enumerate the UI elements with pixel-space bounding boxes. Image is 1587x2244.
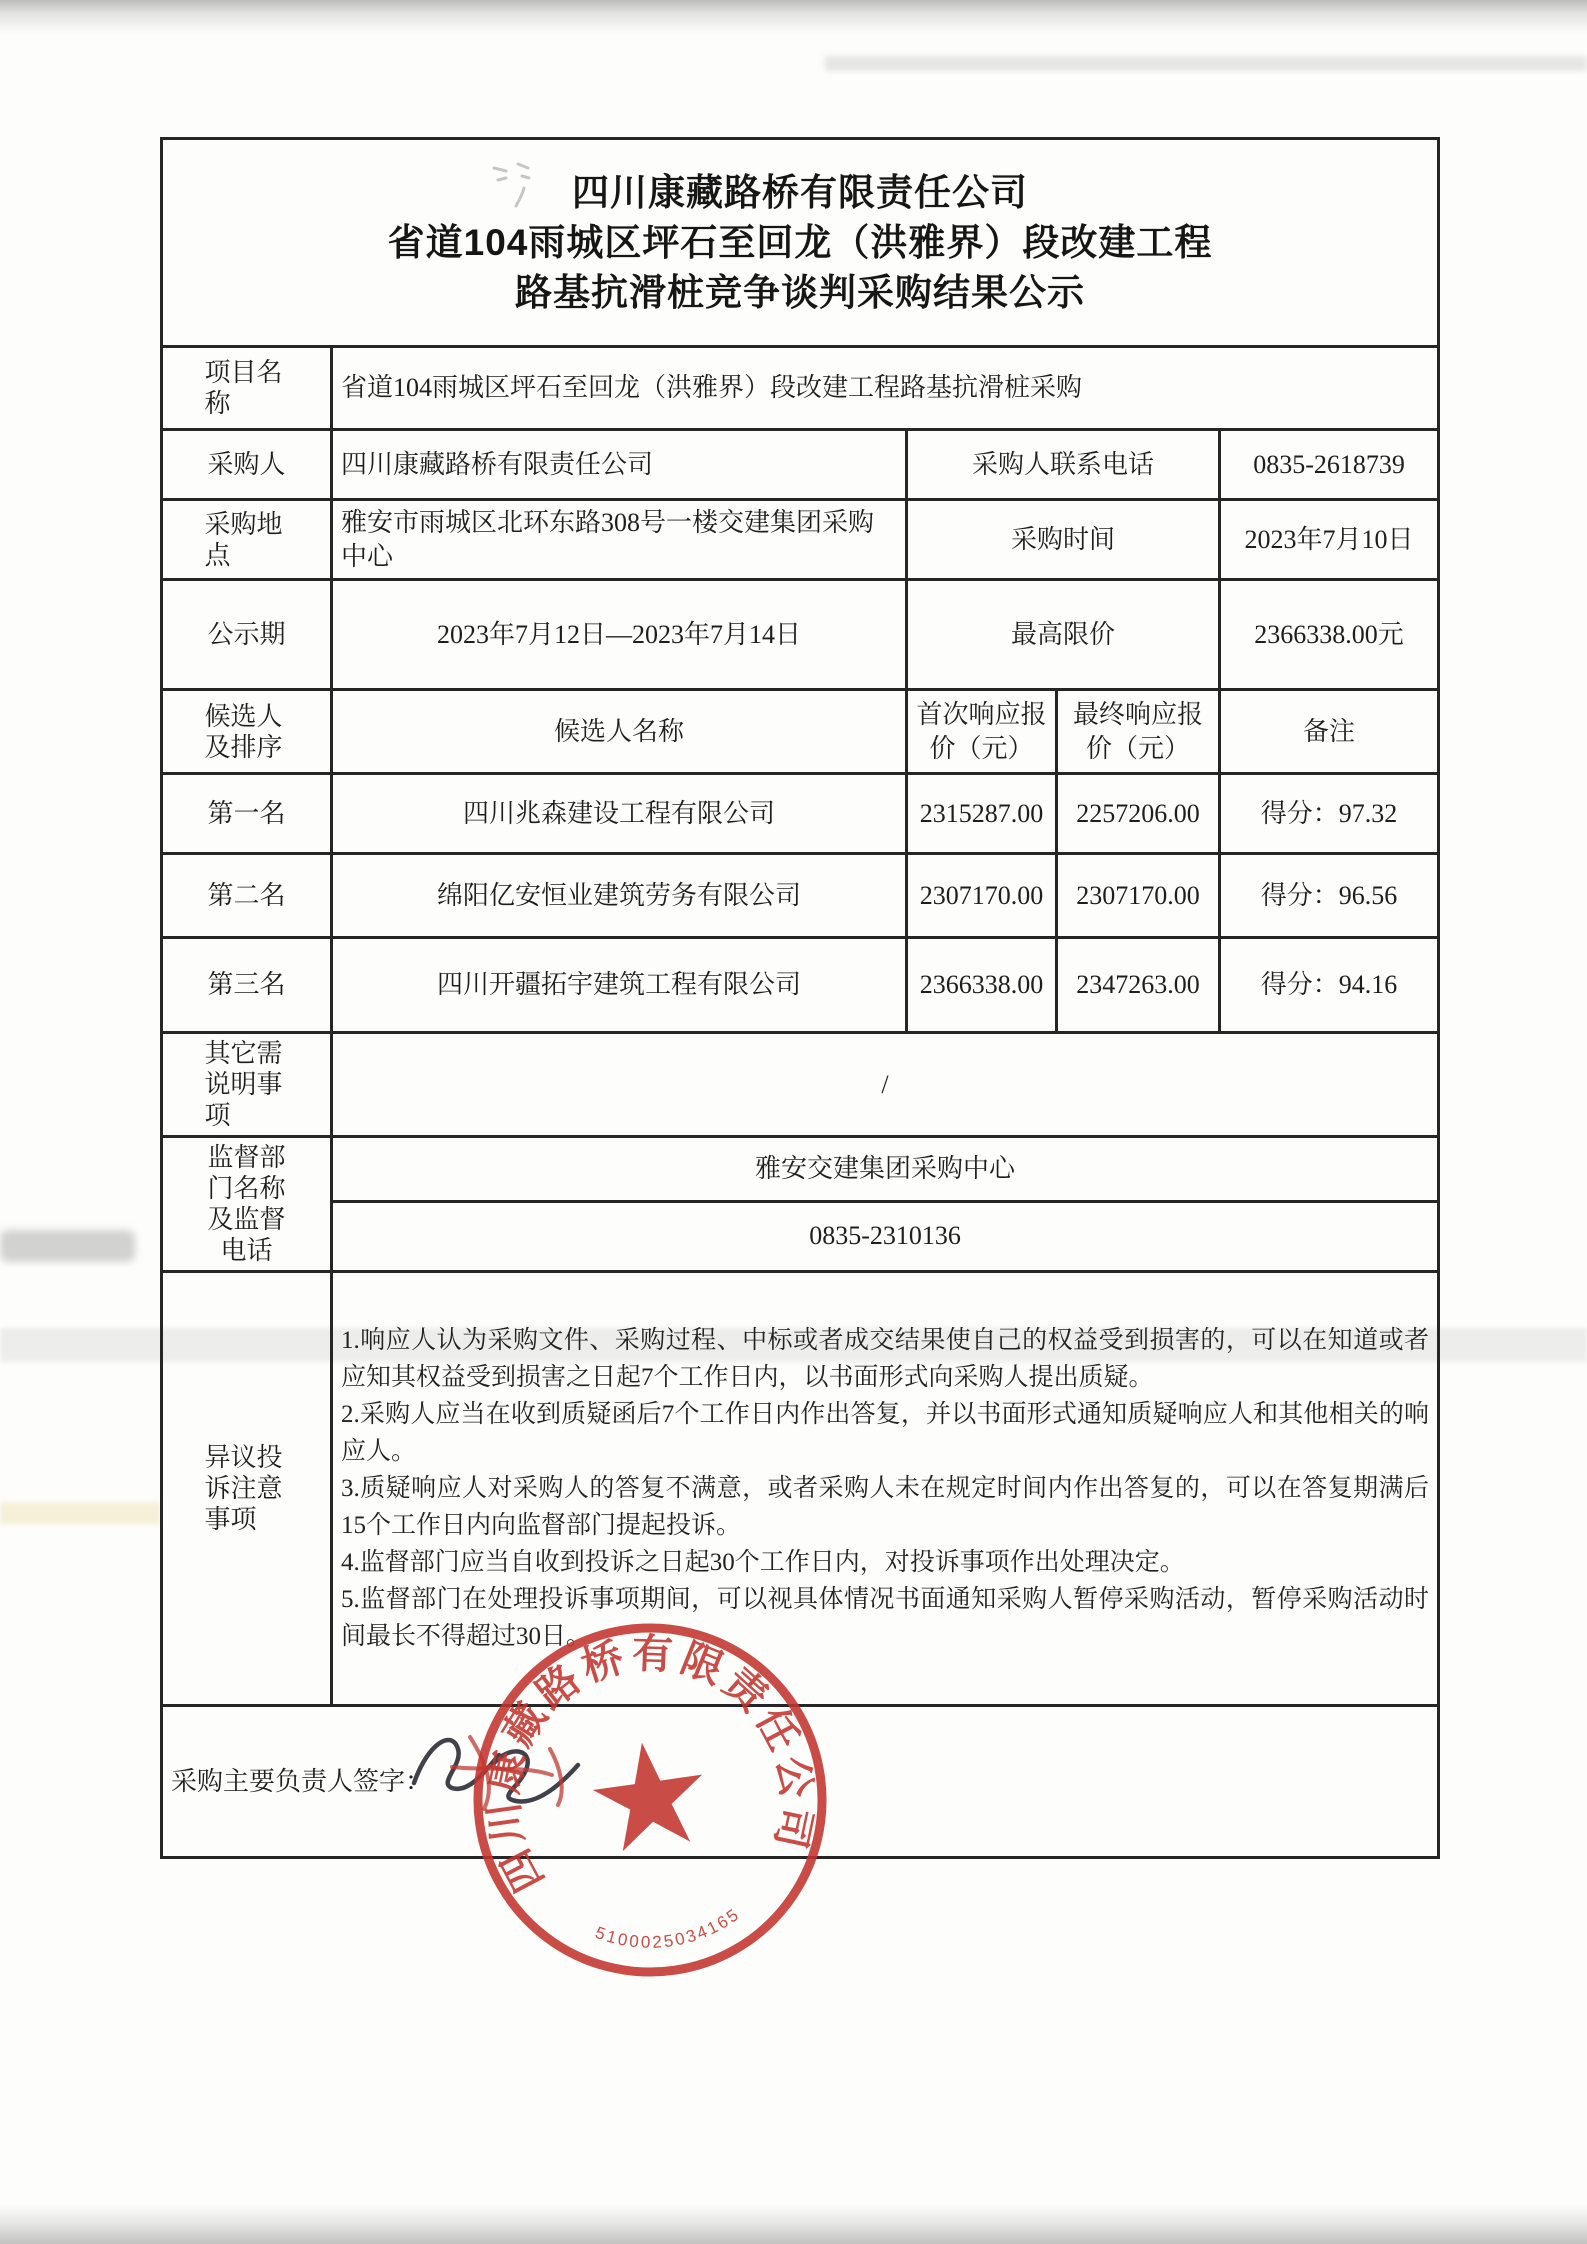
candidate-3-remark: 得分：94.16 [1220,938,1439,1033]
supervision-row-2 [162,1201,1439,1271]
candidate-1-first-offer: 2315287.00 [907,774,1057,854]
candidate-3-rank: 第三名 [162,938,332,1033]
project-name-value: 省道104雨城区坪石至回龙（洪雅界）段改建工程路基抗滑桩采购 [332,347,1439,430]
purchaser-phone-value: 0835-2618739 [1220,430,1439,500]
supervision-label: 监督部门名称及监督电话 [207,1143,286,1265]
supervision-row-1 [162,1137,1439,1202]
purchase-time-label: 采购时间 [907,500,1220,580]
location-value: 雅安市雨城区北环东路308号一楼交建集团采购中心 [332,500,907,580]
candidate-row-2 [162,854,1439,938]
signature-row [162,1706,1439,1858]
complaint-label-cell [162,1272,332,1706]
purchase-time-value: 2023年7月10日 [1220,500,1439,580]
purchaser-label: 采购人 [162,430,332,500]
candidate-2-final-offer: 2307170.00 [1057,854,1220,938]
document-title-line-1: 四川康藏路桥有限责任公司 [572,171,1029,213]
publicity-period-value: 2023年7月12日—2023年7月14日 [332,580,907,690]
scan-artifact-bottom-band [0,2204,1587,2244]
scan-artifact-left-blob [0,1230,135,1262]
complaint-text-cell [332,1272,1439,1706]
candidate-2-rank: 第二名 [162,854,332,938]
other-notes-label-cell [162,1033,332,1137]
purchaser-phone-label: 采购人联系电话 [907,430,1220,500]
purchaser-value: 四川康藏路桥有限责任公司 [332,430,907,500]
seal-code: 5100025034165 [592,1904,744,1952]
candidate-3-first-offer: 2366338.00 [907,938,1057,1033]
location-label: 采购地点 [204,509,283,570]
scan-artifact-tint [0,1502,160,1524]
supervision-name: 雅安交建集团采购中心 [332,1137,1439,1202]
candidate-2-first-offer: 2307170.00 [907,854,1057,938]
candidates-header-row [162,690,1439,774]
location-row [162,500,1439,580]
seal-company-name: 四川康藏路桥有限责任公司 [479,1630,821,1900]
scan-artifact-top-band [0,0,1587,34]
signature-cell [162,1706,1439,1858]
candidate-1-rank: 第一名 [162,774,332,854]
candidate-2-name: 绵阳亿安恒业建筑劳务有限公司 [332,854,907,938]
price-limit-label: 最高限价 [907,580,1220,690]
scan-artifact-streak [825,56,1587,71]
project-name-label-cell [162,347,332,430]
candidate-row-1 [162,774,1439,854]
procurement-result-table [160,137,1440,1859]
supervision-phone: 0835-2310136 [332,1201,1439,1271]
document-title-line-3: 路基抗滑桩竞争谈判采购结果公示 [515,271,1086,313]
remark-header: 备注 [1220,690,1439,774]
complaint-item-2: 2.采购人应当在收到质疑函后7个工作日内作出答复，并以书面形式通知质疑响应人和其他相关的响应人。 [341,1401,1430,1465]
complaint-item-5: 5.监督部门在处理投诉事项期间，可以视具体情况书面通知采购人暂停采购活动，暂停采购活动时间最长不得超过30日。 [341,1586,1430,1650]
other-notes-row [162,1033,1439,1137]
purchaser-row [162,430,1439,500]
title-block-row [162,139,1439,347]
candidates-rank-header: 候选人及排序 [204,701,283,762]
project-name-row [162,347,1439,430]
first-offer-header: 首次响应报价（元） [907,690,1057,774]
document-title-line-2: 省道104雨城区坪石至回龙（洪雅界）段改建工程 [387,221,1213,263]
complaint-label: 异议投诉注意事项 [204,1443,283,1534]
candidate-1-remark: 得分：97.32 [1220,774,1439,854]
candidate-1-name: 四川兆森建设工程有限公司 [332,774,907,854]
project-name-label: 项目名称 [204,358,283,418]
price-limit-value: 2366338.00元 [1220,580,1439,690]
complaint-item-4: 4.监督部门应当自收到投诉之日起30个工作日内，对投诉事项作出处理决定。 [341,1549,1185,1576]
candidate-3-final-offer: 2347263.00 [1057,938,1220,1033]
candidates-rank-header-cell [162,690,332,774]
svg-text:5100025034165 [590,1903,746,1961]
signature-label: 采购主要负责人签字： [171,1766,432,1796]
candidate-2-remark: 得分：96.56 [1220,854,1439,938]
candidate-row-3 [162,938,1439,1033]
complaint-notice-row [162,1272,1439,1706]
candidate-3-name: 四川开疆拓宇建筑工程有限公司 [332,938,907,1033]
complaint-item-1: 1.响应人认为采购文件、采购过程、中标或者成交结果使自己的权益受到损害的，可以在知道或者应知其权益受到损害之日起7个工作日内，以书面形式向采购人提出质疑。 [341,1327,1430,1391]
other-notes-value: / [332,1033,1439,1137]
title-block [162,139,1439,347]
complaint-item-3: 3.质疑响应人对采购人的答复不满意，或者采购人未在规定时间内作出答复的，可以在答复期满后15个工作日内向监督部门提起投诉。 [341,1475,1430,1539]
candidate-name-header: 候选人名称 [332,690,907,774]
location-label-cell [162,500,332,580]
candidate-1-final-offer: 2257206.00 [1057,774,1220,854]
other-notes-label: 其它需说明事项 [204,1039,283,1130]
supervision-label-cell [162,1137,332,1272]
publicity-period-label: 公示期 [162,580,332,690]
final-offer-header: 最终响应报价（元） [1057,690,1220,774]
publicity-period-row [162,580,1439,690]
